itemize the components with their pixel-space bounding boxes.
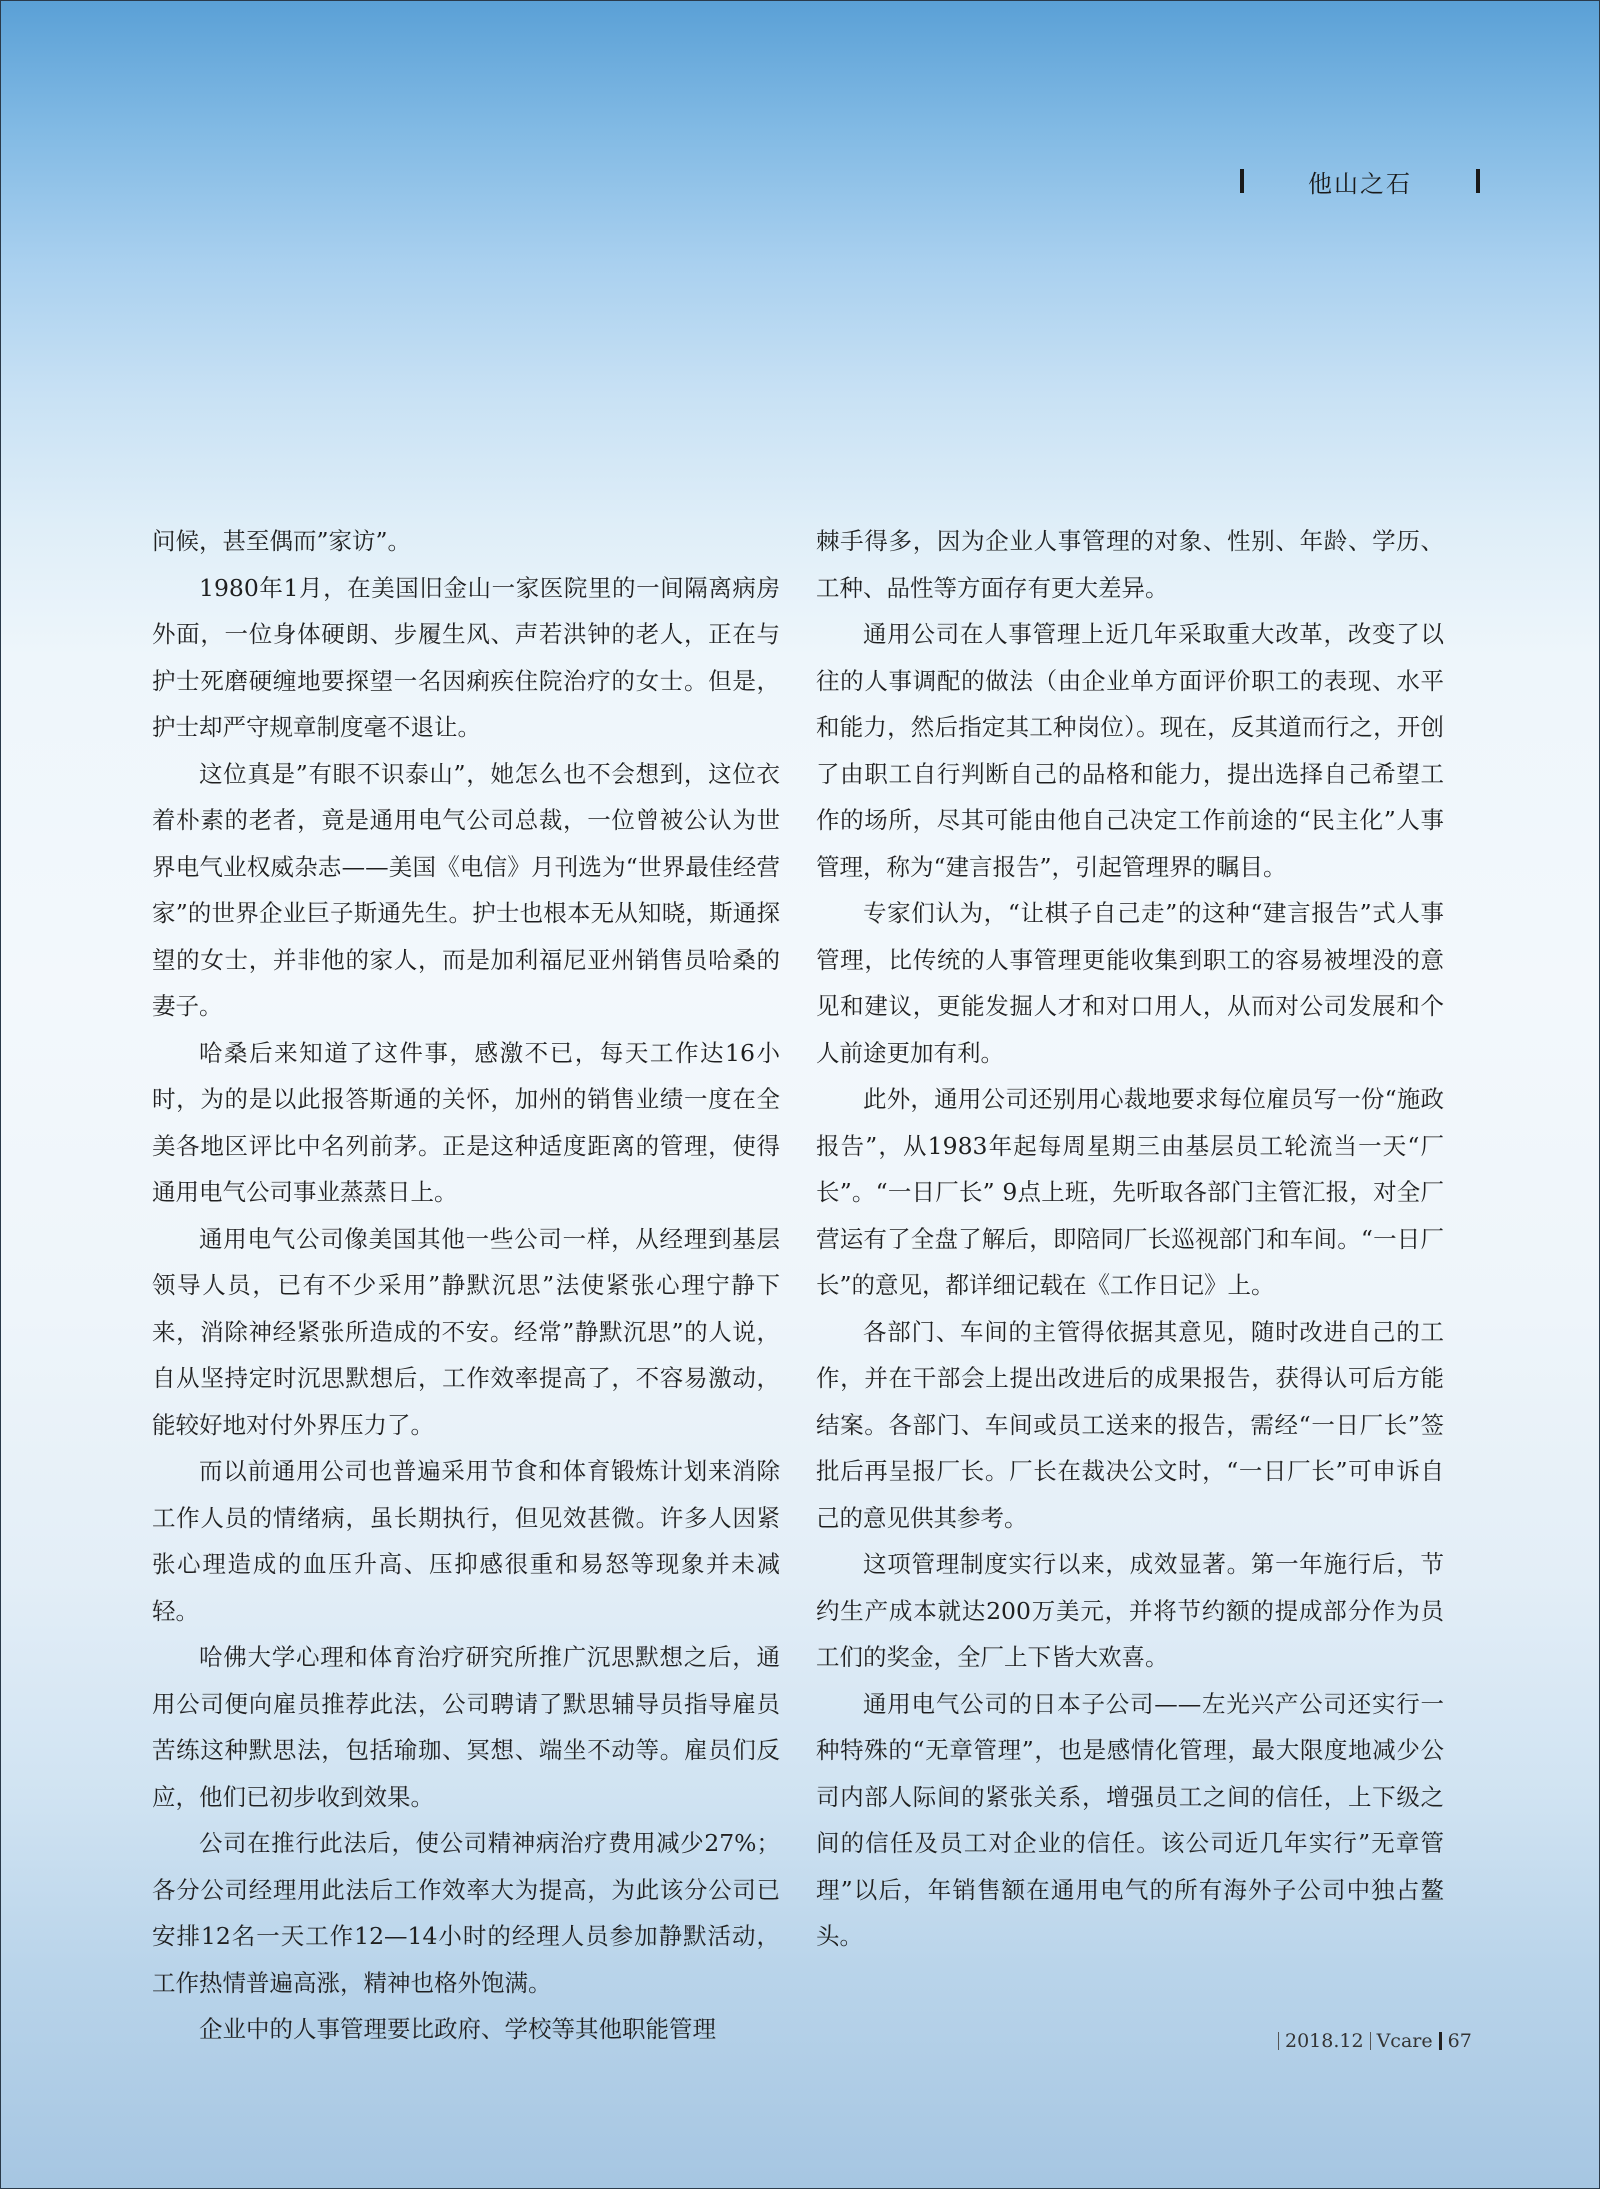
paragraph: 通用电气公司的日本子公司——左光兴产公司还实行一种特殊的“无章管理”，也是感情化管理，最大限度地减少公司内部人际间的紧张关系，增强员工之间的信任，上下级之间的信任及员工对企业的信任。该公司近几年实行”无章管理”以后，年销售额在通用电气的所有海外子公司中独占鳌头。 [816, 1689, 1444, 1950]
page-footer [1278, 2026, 1498, 2056]
paragraph: 问候，甚至偶而”家访”。 [152, 527, 412, 555]
footer-separator [1278, 2032, 1279, 2050]
paragraph: 1980年1月，在美国旧金山一家医院里的一间隔离病房外面，一位身体硬朗、步履生风、声若洪钟的老人，正在与护士死磨硬缠地要探望一名因痢疾住院治疗的女士。但是，护士却严守规章制度毫不退让。 [152, 573, 780, 741]
header-bar-right [1476, 169, 1480, 193]
footer-separator [1439, 2032, 1442, 2050]
paragraph: 而以前通用公司也普遍采用节食和体育锻炼计划来消除工作人员的情绪病，虽长期执行，但见效甚微。许多人因紧张心理造成的血压升高、压抑感很重和易怒等现象并未减轻。 [152, 1457, 780, 1625]
paragraph: 企业中的人事管理要比政府、学校等其他职能管理 [199, 2015, 716, 2043]
paragraph: 哈桑后来知道了这件事，感激不已，每天工作达16小时，为的是以此报答斯通的关怀，加州的销售业绩一度在全美各地区评比中名列前茅。正是这种适度距离的管理，使得通用电气公司事业蒸蒸日上。 [152, 1038, 780, 1206]
footer-separator [1370, 2032, 1371, 2050]
right-column [816, 518, 1444, 1960]
paragraph: 公司在推行此法后，使公司精神病治疗费用减少27%；各分公司经理用此法后工作效率大为提高，为此该分公司已安排12名一天工作12—14小时的经理人员参加静默活动，工作热情普遍高涨，精神也格外饱满。 [152, 1829, 780, 1997]
paragraph: 各部门、车间的主管得依据其意见，随时改进自己的工作，并在干部会上提出改进后的成果报告，获得认可后方能结案。各部门、车间或员工送来的报告，需经“一日厂长”签批后再呈报厂长。厂长在裁决公文时，“一日厂长”可申诉自己的意见供其参考。 [816, 1317, 1444, 1532]
paragraph: 通用电气公司像美国其他一些公司一样，从经理到基层领导人员，已有不少采用”静默沉思”法使紧张心理宁静下来，消除神经紧张所造成的不安。经常”静默沉思”的人说，自从坚持定时沉思默想后，工作效率提高了，不容易激动，能较好地对付外界压力了。 [152, 1224, 780, 1439]
section-title: 他山之石 [1308, 169, 1412, 198]
page-number: 67 [1447, 2030, 1472, 2052]
magazine-name: Vcare [1376, 2030, 1433, 2052]
header-bar-left [1240, 169, 1244, 193]
paragraph: 这位真是”有眼不识泰山”，她怎么也不会想到，这位衣着朴素的老者，竟是通用电气公司总裁，一位曾被公认为世界电气业权威杂志——美国《电信》月刊选为“世界最佳经营家”的世界企业巨子斯通先生。护士也根本无从知晓，斯通探望的女士，并非他的家人，而是加利福尼亚州销售员哈桑的妻子。 [152, 759, 780, 1020]
paragraph: 这项管理制度实行以来，成效显著。第一年施行后，节约生产成本就达200万美元，并将节约额的提成部分作为员工们的奖金，全厂上下皆大欢喜。 [816, 1550, 1444, 1671]
paragraph: 哈佛大学心理和体育治疗研究所推广沉思默想之后，通用公司便向雇员推荐此法，公司聘请了默思辅导员指导雇员苦练这种默思法，包括瑜珈、冥想、端坐不动等。雇员们反应，他们已初步收到效果。 [152, 1643, 780, 1811]
paragraph: 此外，通用公司还别用心裁地要求每位雇员写一份“施政报告”，从1983年起每周星期三由基层员工轮流当一天“厂长”。“一日厂长” 9点上班，先听取各部门主管汇报，对全厂营运有了全盘了解后，即陪同厂长巡视部门和车间。“一日厂长”的意见，都详细记载在《工作日记》上。 [816, 1085, 1444, 1299]
paragraph: 专家们认为，“让棋子自己走”的这种“建言报告”式人事管理，比传统的人事管理更能收集到职工的容易被埋没的意见和建议，更能发掘人才和对口用人，从而对公司发展和个人前途更加有利。 [816, 899, 1444, 1067]
section-header [1240, 166, 1480, 196]
issue-date: 2018.12 [1285, 2030, 1364, 2052]
paragraph: 通用公司在人事管理上近几年采取重大改革，改变了以往的人事调配的做法（由企业单方面评价职工的表现、水平和能力，然后指定其工种岗位）。现在，反其道而行之，开创了由职工自行判断自己的品格和能力，提出选择自己希望工作的场所，尽其可能由他自己决定工作前途的“民主化”人事管理，称为“建言报告”，引起管理界的瞩目。 [816, 620, 1444, 881]
paragraph: 棘手得多，因为企业人事管理的对象、性别、年龄、学历、工种、品性等方面存有更大差异。 [816, 527, 1444, 602]
left-column [152, 518, 780, 2053]
